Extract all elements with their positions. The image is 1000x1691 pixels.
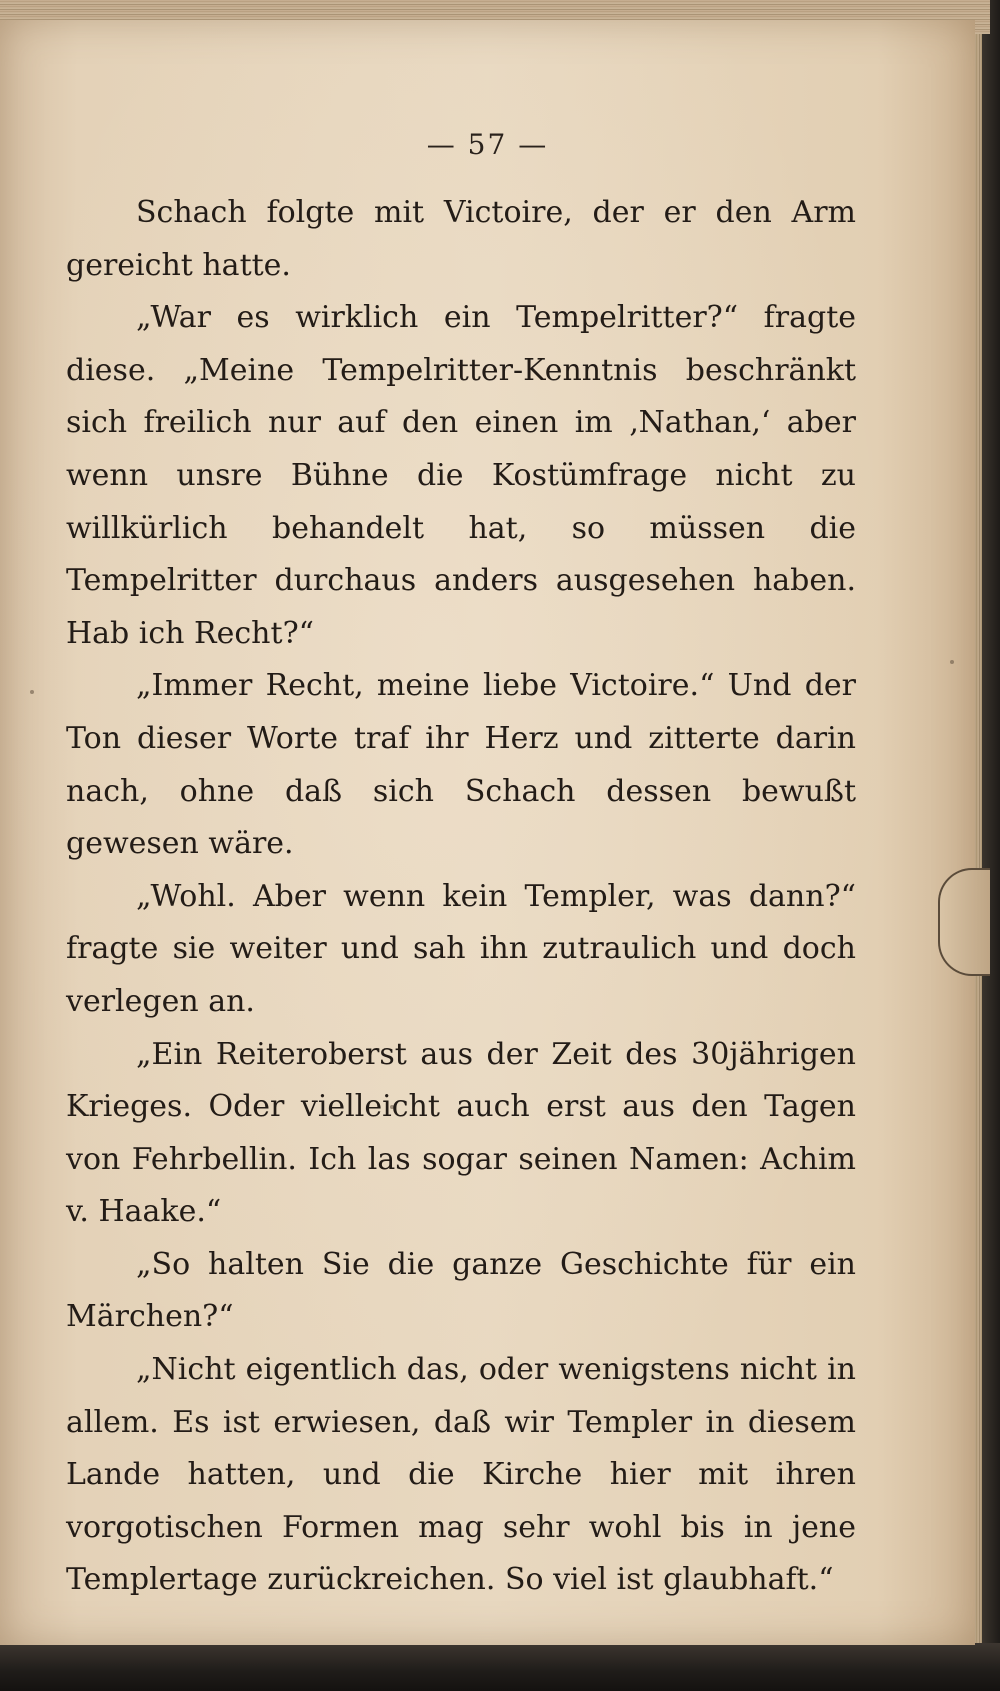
book-page bbox=[0, 20, 975, 1645]
thumb-index-notch bbox=[938, 868, 990, 976]
paragraph: Schach folgte mit Victoire, der er den Arm gereicht hatte. bbox=[66, 195, 856, 283]
bottom-shadow bbox=[0, 1643, 1000, 1691]
page-number: — 57 — bbox=[426, 128, 549, 161]
paragraph: „Wohl. Aber wenn kein Templer, was dann?“ fragte sie weiter und sah ihn zutraulich und doch verlegen an. bbox=[66, 878, 856, 1019]
paper-speck bbox=[30, 690, 34, 694]
book-cover-edge bbox=[982, 0, 1000, 1691]
paragraph: „War es wirklich ein Tempelritter?“ fragte diese. „Meine Tempelritter-Kenntnis beschränkt sich freilich nur auf den einen im ‚Nathan,‘ aber wenn unsre Bühne die Kostümfrage nicht zu willkürlich behandelt hat, so müssen die Tempelritter durchaus anders ausgesehen haben. Hab ich Recht?“ bbox=[66, 300, 856, 651]
paragraph: „So halten Sie die ganze Geschichte für ein Märchen?“ bbox=[66, 1246, 856, 1335]
paragraph: „Nicht eigentlich das, oder wenigstens nicht in allem. Es ist erwiesen, daß wir Templer in diesem Lande hatten, und die Kirche hier mit ihren vorgotischen Formen mag sehr wohl bis in jene Templertage zurückreichen. So viel ist glaubhaft.“ bbox=[66, 1352, 856, 1598]
body-text bbox=[66, 187, 856, 1607]
paragraph: „Ein Reiteroberst aus der Zeit des 30jährigen Krieges. Oder vielleicht auch erst aus den Tagen von Fehrbellin. Ich las sogar seinen Namen: Achim v. Haake.“ bbox=[66, 1036, 856, 1230]
paper-speck bbox=[950, 660, 954, 664]
paragraph: „Immer Recht, meine liebe Victoire.“ Und der Ton dieser Worte traf ihr Herz und zitterte darin nach, ohne daß sich Schach dessen bewußt gewesen wäre. bbox=[66, 668, 856, 862]
